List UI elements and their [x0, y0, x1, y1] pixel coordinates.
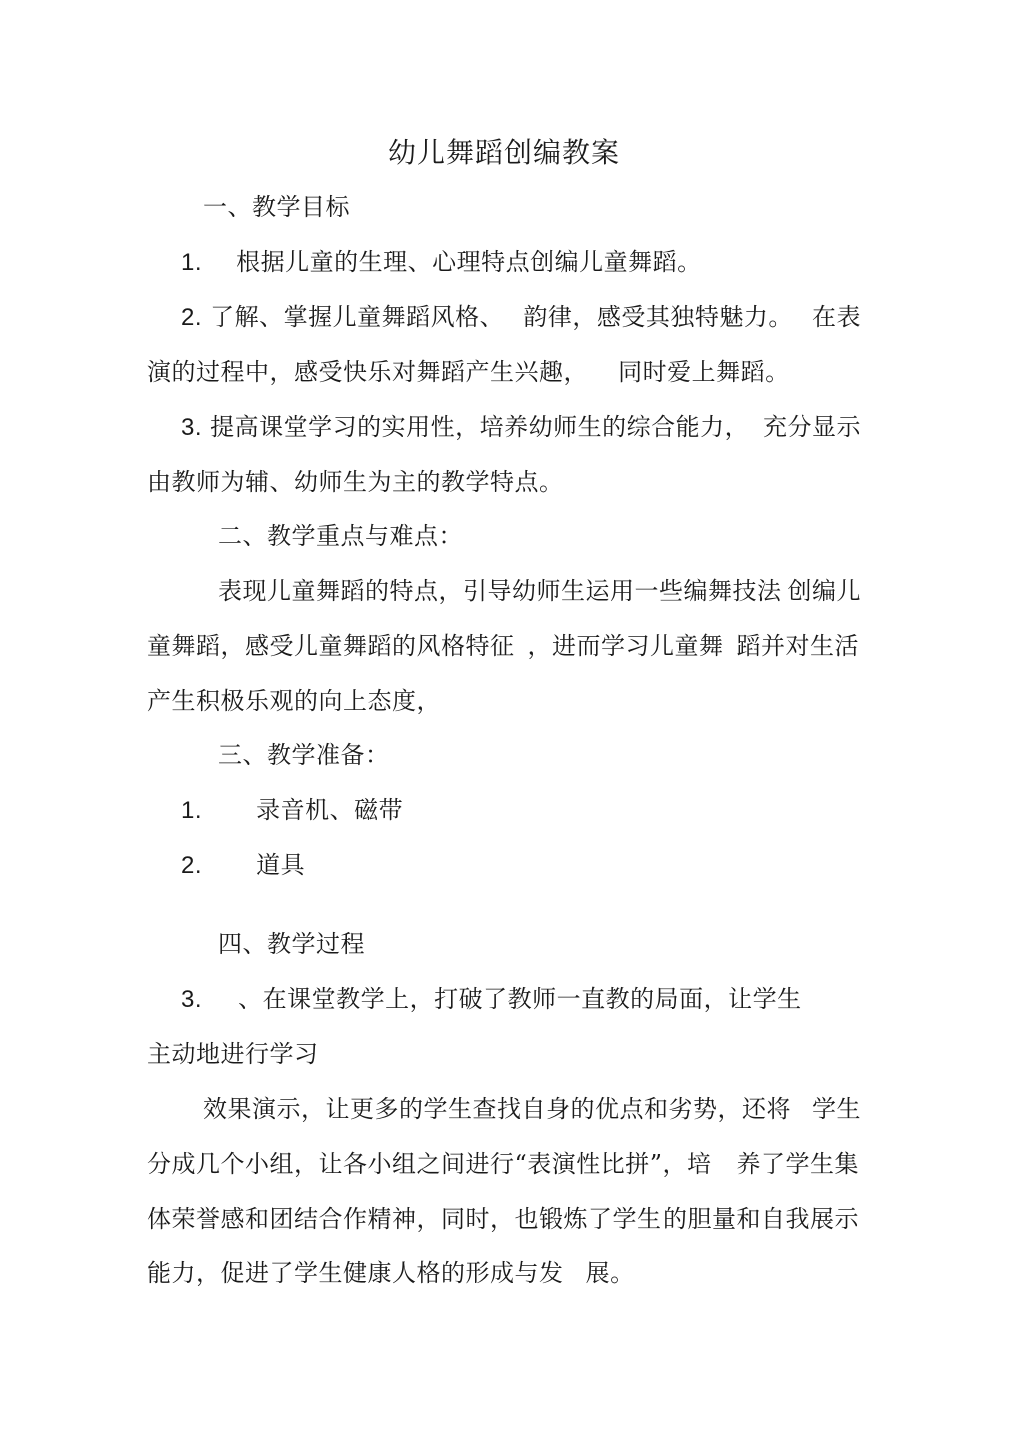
paragraph-text: 能力，促进了学生健康人格的形成与发 — [147, 1259, 564, 1287]
paragraph-text: 在表 — [812, 303, 861, 331]
list-number: 2. — [181, 852, 203, 879]
paragraph-text: 创编儿 — [787, 577, 861, 605]
list-item-prep-1 — [181, 795, 403, 826]
paragraph-text: 体荣誉感和团结合作精神，同时，也锻炼了学生 — [147, 1205, 662, 1233]
paragraph-line: 主动地进行学习 — [147, 1040, 319, 1068]
paragraph-text: 演的过程中，感受快乐对舞蹈产生兴趣， — [147, 358, 588, 386]
list-item-2-line-2 — [147, 357, 790, 387]
section-heading-key-points: 二、教学重点与难点： — [218, 522, 463, 550]
paragraph-line — [203, 1094, 861, 1124]
list-number: 3. — [181, 986, 203, 1013]
list-item-prep-2 — [181, 850, 305, 881]
paragraph-line — [147, 1258, 635, 1288]
list-item-1 — [181, 247, 702, 278]
paragraph-text: 的胆量和自我展示 — [663, 1205, 859, 1233]
list-number: 2. — [181, 304, 203, 331]
paragraph-text: 养了学生集 — [736, 1150, 859, 1178]
list-text: 录音机、磁带 — [256, 796, 404, 824]
paragraph-text: 韵律，感受其独特魅力。 — [523, 303, 793, 331]
paragraph-text: 充分显示 — [763, 413, 861, 441]
paragraph-text: ，进而学习儿童舞 — [527, 632, 724, 660]
section-heading-goals: 一、教学目标 — [203, 193, 350, 221]
paragraph-text: 蹈并对生活 — [736, 632, 859, 660]
paragraph-text: 分成几个小组，让各小组之间进行“表演性比拼”，培 — [147, 1150, 712, 1178]
paragraph-text: 提高课堂学习的实用性，培养幼师生的综合能力， — [210, 413, 750, 441]
document-title: 幼儿舞蹈创编教案 — [388, 136, 621, 169]
paragraph-text: 童舞蹈，感受儿童舞蹈的风格特征 — [147, 632, 515, 660]
list-number: 1. — [181, 797, 203, 824]
list-text: 根据儿童的生理、心理特点创编儿童舞蹈。 — [236, 248, 702, 276]
list-text: 道具 — [256, 851, 306, 879]
list-item-2-line-1 — [181, 302, 861, 333]
paragraph-line — [147, 631, 859, 661]
paragraph-line — [147, 1204, 859, 1234]
section-heading-preparation: 三、教学准备： — [218, 741, 390, 769]
list-item-3-line-2: 由教师为辅、幼师生为主的教学特点。 — [147, 468, 564, 496]
paragraph-text: 展。 — [585, 1259, 635, 1287]
list-number: 3. — [181, 414, 203, 441]
paragraph-text: 表现儿童舞蹈的特点，引导幼师生运用一些编舞技法 — [218, 577, 782, 605]
list-text: 、在课堂教学上，打破了教师一直教的局面，让学生 — [238, 985, 802, 1013]
section-heading-process: 四、教学过程 — [218, 930, 365, 958]
paragraph-text: 学生 — [812, 1095, 861, 1123]
list-number: 1. — [181, 249, 203, 276]
list-item-3-line-1 — [181, 412, 861, 443]
paragraph-line — [147, 1149, 859, 1179]
paragraph-line: 产生积极乐观的向上态度， — [147, 687, 441, 715]
paragraph-text: 了解、掌握儿童舞蹈风格、 — [210, 303, 505, 331]
paragraph-line — [218, 576, 861, 606]
paragraph-text: 效果演示，让更多的学生查找自身的优点和劣势，还将 — [203, 1095, 791, 1123]
list-item-process-3 — [181, 984, 802, 1015]
paragraph-text: 同时爱上舞蹈。 — [618, 358, 790, 386]
